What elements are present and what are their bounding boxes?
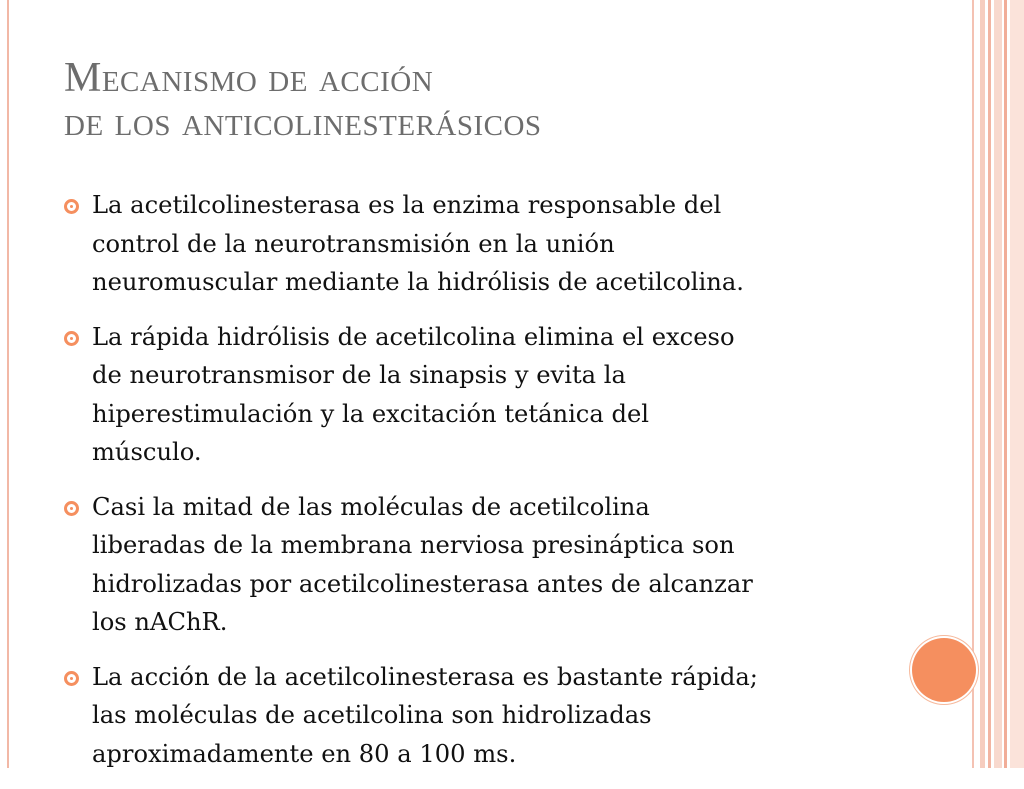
bullet-list	[60, 186, 880, 789]
orange-ring-bullet-icon	[64, 199, 79, 214]
bullet-item	[60, 318, 880, 472]
slide-title-line-1: Mecanismo de acción	[64, 55, 434, 101]
right-decorative-stripe	[988, 0, 991, 768]
right-decorative-stripe	[1004, 0, 1007, 768]
slide-title	[64, 56, 944, 144]
right-decorative-stripe	[972, 0, 974, 768]
bullet-text-line: los nAChR.	[92, 608, 228, 636]
bullet-text-line: músculo.	[92, 438, 202, 466]
bullet-text-line: Casi la mitad de las moléculas de acetilcolina	[92, 492, 650, 521]
bullet-text-line: de neurotransmisor de la sinapsis y evita la	[92, 361, 626, 389]
bullet-text-line: La acetilcolinesterasa es la enzima responsable del	[92, 191, 722, 219]
bullet-item	[60, 488, 880, 642]
bullet-text-line: las moléculas de acetilcolina son hidrolizadas	[92, 701, 652, 729]
orange-ring-bullet-icon	[64, 331, 79, 346]
right-decorative-stripe	[1010, 0, 1024, 768]
bullet-text-line: aproximadamente en 80 a 100 ms.	[92, 739, 517, 768]
bullet-item	[60, 658, 880, 774]
orange-ring-bullet-icon	[64, 501, 79, 516]
bullet-text-line: hiperestimulación y la excitación tetánica del	[92, 399, 649, 428]
orange-circle-ornament	[912, 638, 976, 702]
right-decorative-stripe	[994, 0, 1002, 768]
bullet-text-line: hidrolizadas por acetilcolinesterasa antes de alcanzar	[92, 569, 753, 598]
bullet-item	[60, 186, 880, 302]
bullet-text-line: La rápida hidrólisis de acetilcolina elimina el exceso	[92, 322, 735, 351]
slide-title-line-2: de los anticolinesterásicos	[64, 99, 542, 145]
bullet-text-line: La acción de la acetilcolinesterasa es bastante rápida;	[92, 662, 758, 691]
bullet-text-line: liberadas de la membrana nerviosa presináptica son	[92, 531, 735, 559]
right-decorative-stripe	[980, 0, 985, 768]
bullet-text-line: control de la neurotransmisión en la unión	[92, 229, 615, 258]
bullet-text-line: neuromuscular mediante la hidrólisis de acetilcolina.	[92, 268, 744, 296]
orange-ring-bullet-icon	[64, 671, 79, 686]
left-border-line	[7, 0, 9, 768]
